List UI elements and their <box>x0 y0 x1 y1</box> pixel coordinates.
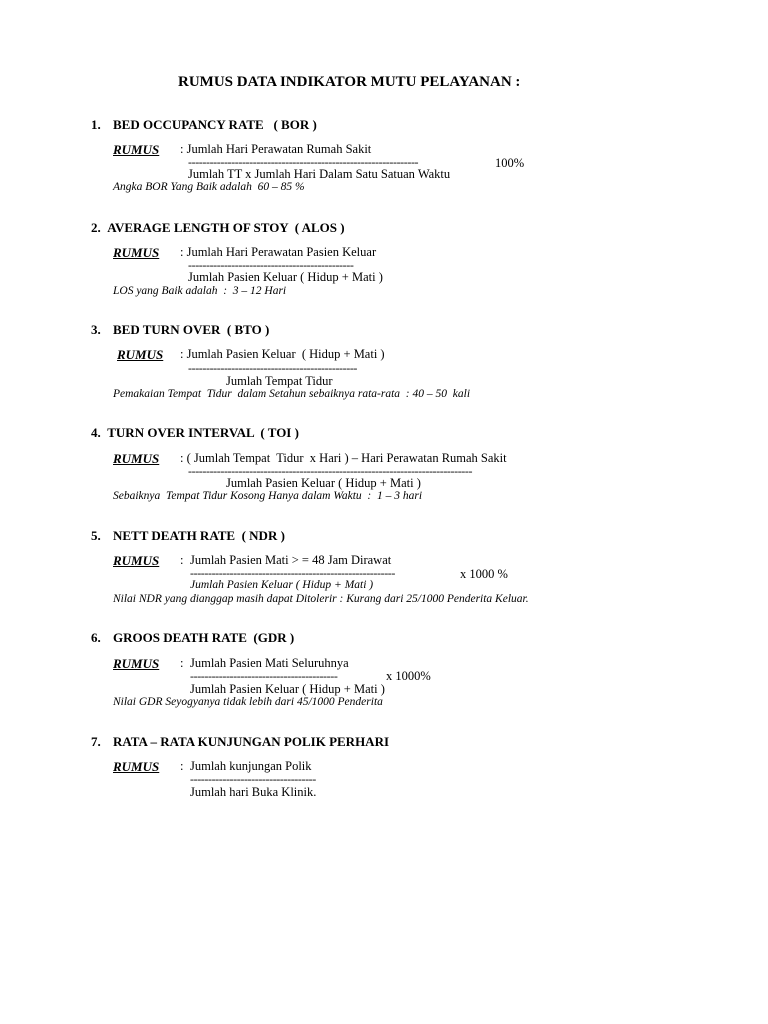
fraction-line: ----------------------------------------------- <box>188 361 358 375</box>
formula-multiplier: x 1000% <box>386 669 431 683</box>
formula-denominator: Jumlah TT x Jumlah Hari Dalam Satu Satuan Waktu <box>188 167 451 181</box>
fraction-line: ---------------------------------------------------------------- <box>188 155 419 169</box>
rumus-label: RUMUS <box>113 451 160 466</box>
formula-denominator: Jumlah Pasien Keluar ( Hidup + Mati ) <box>188 270 383 284</box>
formula-numerator: Jumlah Pasien Mati Seluruhnya <box>190 656 349 670</box>
formula-numerator: Jumlah kunjungan Polik <box>190 759 312 773</box>
formula-numerator: : Jumlah Hari Perawatan Pasien Keluar <box>180 245 377 259</box>
section-title: TURN OVER INTERVAL ( TOI ) <box>107 425 299 440</box>
formula-multiplier: x 1000 % <box>460 567 508 581</box>
page-title: RUMUS DATA INDIKATOR MUTU PELAYANAN : <box>178 74 521 90</box>
section-number: 2. <box>91 220 101 235</box>
formula-denominator: Jumlah hari Buka Klinik. <box>190 785 317 799</box>
fraction-line: ----------------------------------------- <box>190 669 338 683</box>
section-number: 5. <box>91 528 101 543</box>
section-heading: GROOS DEATH RATE (GDR ) <box>113 630 295 645</box>
formula-colon: : <box>180 553 184 567</box>
formula-colon: : <box>180 656 184 670</box>
section-number: 6. <box>91 630 101 645</box>
section-number: 4. <box>91 425 101 440</box>
section-heading: NETT DEATH RATE ( NDR ) <box>113 528 285 543</box>
fraction-line: ---------------------------------------------- <box>188 258 354 272</box>
rumus-label: RUMUS <box>113 759 160 774</box>
rumus-label: RUMUS <box>113 553 160 568</box>
section-heading: BED OCCUPANCY RATE ( BOR ) <box>113 117 317 132</box>
fraction-line: --------------------------------------------------------- <box>190 566 395 580</box>
section-number: 7. <box>91 734 101 749</box>
section-heading: RATA – RATA KUNJUNGAN POLIK PERHARI <box>113 734 390 749</box>
formula-denominator: Jumlah Pasien Keluar ( Hidup + Mati ) <box>226 476 421 490</box>
rumus-label: RUMUS <box>113 142 160 157</box>
rumus-label: RUMUS <box>113 245 160 260</box>
formula-colon: : <box>180 759 184 773</box>
section-note: Nilai NDR yang dianggap masih dapat Ditolerir : Kurang dari 25/1000 Penderita Keluar. <box>113 593 529 605</box>
formula-numerator: : Jumlah Pasien Keluar ( Hidup + Mati ) <box>180 347 385 361</box>
fraction-line: ------------------------------------------------------------------------------- <box>188 464 473 478</box>
formula-denominator: Jumlah Pasien Keluar ( Hidup + Mati ) <box>190 579 374 591</box>
section-heading <box>91 221 345 234</box>
section-note: Nilai GDR Seyogyanya tidak lebih dari 45/1000 Penderita <box>113 696 383 708</box>
section-note: Pemakaian Tempat Tidur dalam Setahun sebaiknya rata-rata : 40 – 50 kali <box>113 388 471 400</box>
formula-denominator: Jumlah Tempat Tidur <box>226 374 333 388</box>
section-number: 3. <box>91 322 101 337</box>
rumus-label: RUMUS <box>113 656 160 671</box>
fraction-line: ----------------------------------- <box>190 772 316 786</box>
section-title: AVERAGE LENGTH OF STOY ( ALOS ) <box>107 220 345 235</box>
section-heading <box>91 426 299 439</box>
formula-multiplier: 100% <box>495 156 525 170</box>
formula-numerator: : Jumlah Hari Perawatan Rumah Sakit <box>180 142 372 156</box>
formula-numerator: Jumlah Pasien Mati > = 48 Jam Dirawat <box>190 553 392 567</box>
section-number: 1. <box>91 117 101 132</box>
section-heading: BED TURN OVER ( BTO ) <box>113 322 270 337</box>
rumus-label: RUMUS <box>117 347 164 362</box>
section-note: Angka BOR Yang Baik adalah 60 – 85 % <box>113 181 305 193</box>
formula-denominator: Jumlah Pasien Keluar ( Hidup + Mati ) <box>190 682 385 696</box>
section-note: LOS yang Baik adalah : 3 – 12 Hari <box>113 285 287 297</box>
section-note: Sebaiknya Tempat Tidur Kosong Hanya dalam Waktu : 1 – 3 hari <box>113 490 423 502</box>
formula-numerator: : ( Jumlah Tempat Tidur x Hari ) – Hari Perawatan Rumah Sakit <box>180 451 507 465</box>
